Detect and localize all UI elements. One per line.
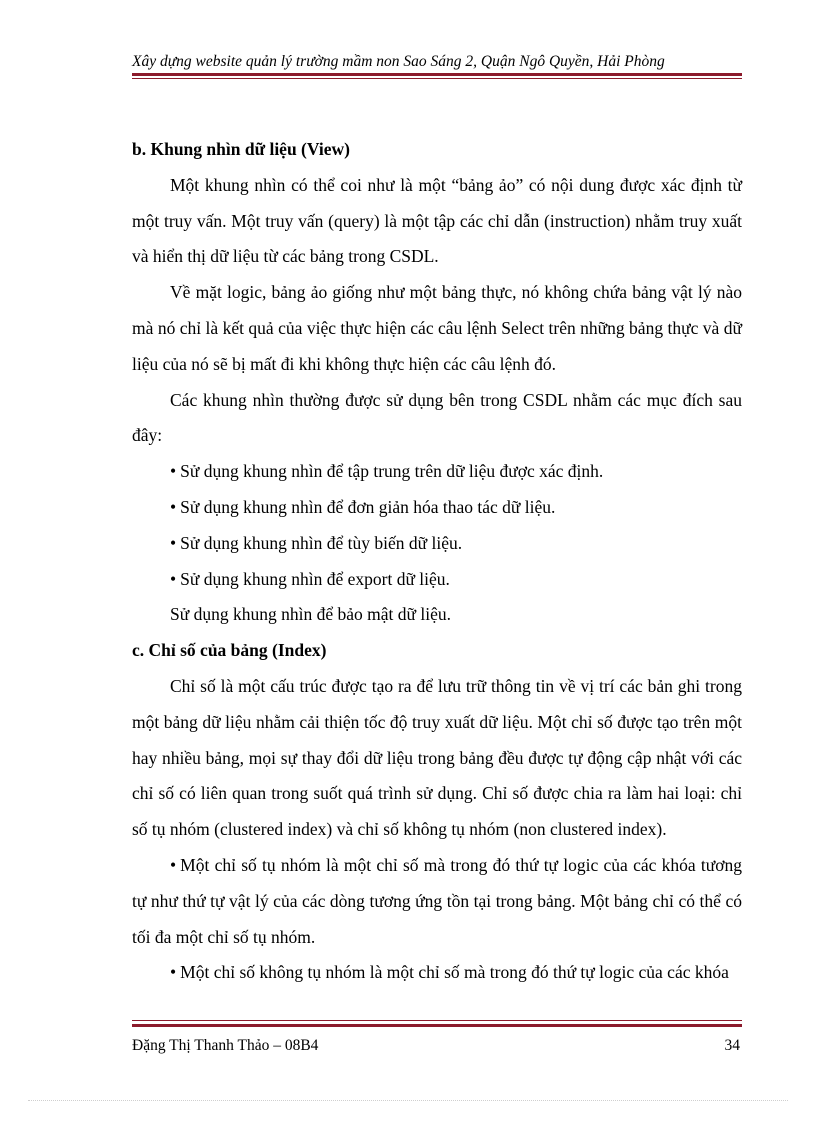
page-boundary xyxy=(28,1100,788,1101)
body-text xyxy=(132,132,742,991)
paragraph: Các khung nhìn thường được sử dụng bên trong CSDL nhằm các mục đích sau đây: xyxy=(132,389,742,446)
footer-rule-thick xyxy=(132,1024,742,1027)
bullet-text: Sử dụng khung nhìn để tập trung trên dữ liệu được xác định. xyxy=(180,461,604,482)
header-rule-thin xyxy=(132,78,742,79)
bullet-item xyxy=(132,562,742,598)
bullet-marker: • xyxy=(170,461,177,482)
section-heading-view: b. Khung nhìn dữ liệu (View) xyxy=(132,139,350,159)
paragraph: Về mặt logic, bảng ảo giống như một bảng thực, nó không chứa bảng vật lý nào mà nó chỉ là kết quả của việc thực hiện các câu lệnh Select trên những bảng thực và dữ liệu của nó sẽ bị mất đi khi không thực hiện các câu lệnh đó. xyxy=(132,282,742,374)
bullet-text: Một chỉ số tụ nhóm là một chỉ số mà trong đó thứ tự logic của các khóa tương tự như thứ tự vật lý của các dòng tương ứng tồn tại trong bảng. Một bảng chỉ có thể có tối đa một chỉ số tụ nhóm. xyxy=(132,854,742,947)
bullet-item xyxy=(132,955,742,991)
bullet-marker: • xyxy=(170,532,177,553)
bullet-marker: • xyxy=(170,854,177,875)
bullet-text: Một chỉ số không tụ nhóm là một chỉ số mà trong đó thứ tự logic của các khóa xyxy=(180,962,729,983)
header-rule-thick xyxy=(132,73,742,76)
bullet-item xyxy=(132,526,742,562)
paragraph: Một khung nhìn có thể coi như là một “bảng ảo” có nội dung được xác định từ một truy vấn. Một truy vấn (query) là một tập các chỉ dẫn (instruction) nhằm truy xuất và hiển thị dữ liệu từ các bảng trong CSDL. xyxy=(132,174,742,267)
bullet-item xyxy=(132,454,742,490)
bullet-marker: • xyxy=(170,568,177,589)
paragraph: Sử dụng khung nhìn để bảo mật dữ liệu. xyxy=(170,604,451,625)
bullet-text: Sử dụng khung nhìn để export dữ liệu. xyxy=(180,568,450,589)
bullet-marker: • xyxy=(170,496,177,517)
bullet-item xyxy=(132,848,742,955)
bullet-text: Sử dụng khung nhìn để đơn giản hóa thao tác dữ liệu. xyxy=(180,496,556,517)
bullet-marker: • xyxy=(170,962,177,983)
page-number: 34 xyxy=(724,1037,740,1054)
footer-author: Đặng Thị Thanh Thảo – 08B4 xyxy=(132,1037,319,1054)
footer-rule-thin xyxy=(132,1020,742,1021)
bullet-text: Sử dụng khung nhìn để tùy biến dữ liệu. xyxy=(180,532,463,553)
section-heading-index: c. Chỉ số của bảng (Index) xyxy=(132,640,327,661)
paragraph: Chỉ số là một cấu trúc được tạo ra để lưu trữ thông tin về vị trí các bản ghi trong một bảng dữ liệu nhằm cải thiện tốc độ truy xuất dữ liệu. Một chỉ số được tạo trên một hay nhiều bảng, mọi sự thay đổi dữ liệu trong bảng đều được tự động cập nhật với các chỉ số có liên quan trong suốt quá trình sử dụng. Chỉ số được chia ra làm hai loại: chỉ số tụ nhóm (clustered index) và chỉ số không tụ nhóm (non clustered index). xyxy=(132,675,742,840)
running-header: Xây dựng website quản lý trường mầm non Sao Sáng 2, Quận Ngô Quyền, Hải Phòng xyxy=(132,53,665,70)
bullet-item xyxy=(132,490,742,526)
